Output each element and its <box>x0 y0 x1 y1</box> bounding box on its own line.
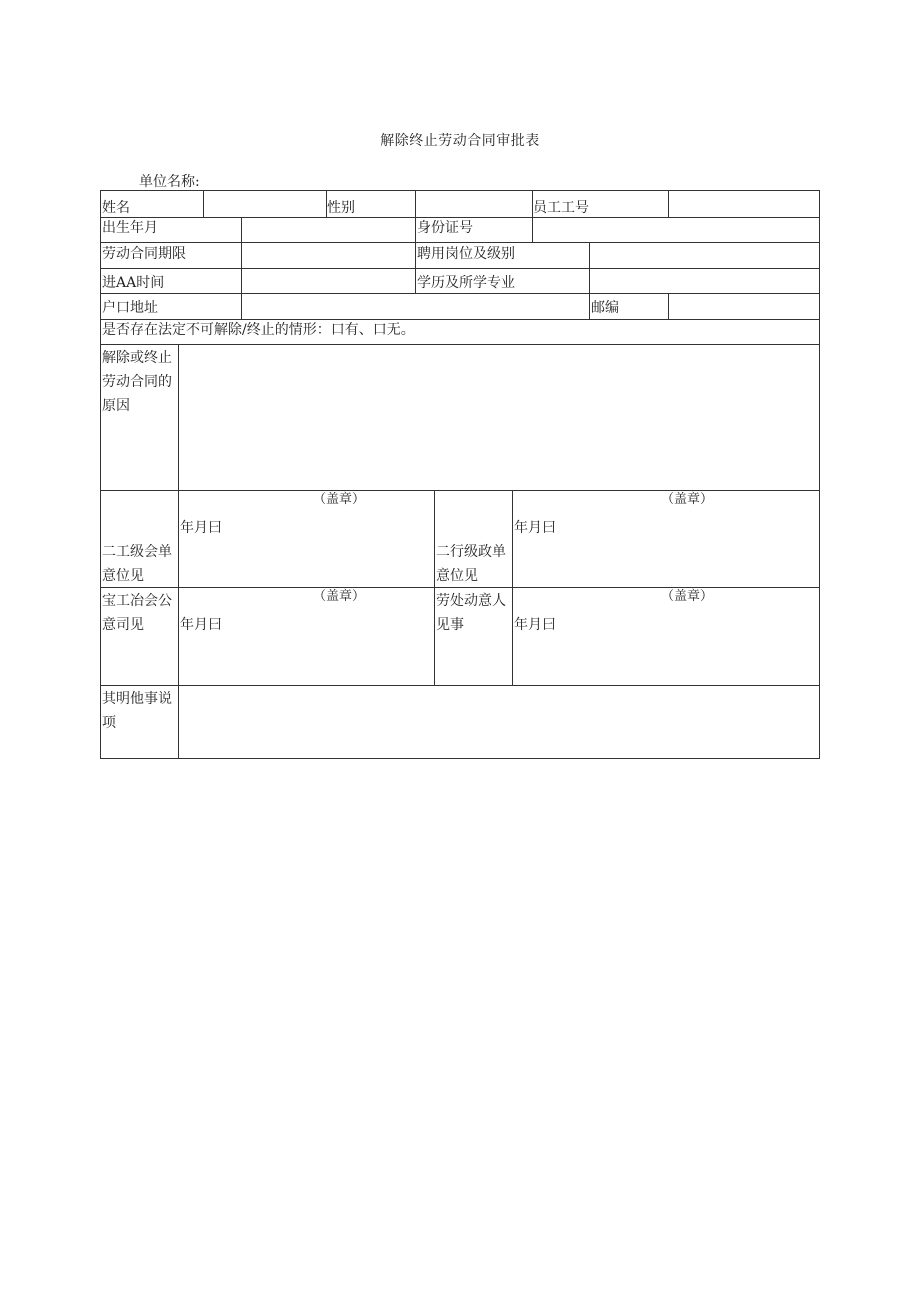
postcode-field[interactable] <box>669 293 819 319</box>
column-divider <box>589 293 590 319</box>
seal-text: （盖章） <box>661 589 714 604</box>
date-text: 年月曰 <box>514 617 556 633</box>
postcode-label: 邮编 <box>591 300 619 316</box>
name-field[interactable] <box>204 191 326 217</box>
join-date-label: 进AA时间 <box>102 275 165 291</box>
column-divider <box>415 217 416 242</box>
education-label: 学历及所学专业 <box>417 275 515 291</box>
join-date-field[interactable] <box>242 268 415 293</box>
form-title: 解除终止劳动合同审批表 <box>380 133 540 149</box>
education-field[interactable] <box>590 268 819 293</box>
labor-dept-opinion-field[interactable] <box>513 588 819 685</box>
other-notes-field[interactable] <box>179 686 819 758</box>
employee-no-field[interactable] <box>669 191 819 217</box>
employee-no-label: 员工工号 <box>533 200 589 216</box>
date-text: 年月曰 <box>180 617 222 633</box>
position-label: 聘用岗位及级别 <box>417 246 515 262</box>
statutory-question: 是否存在法定不可解除/终止的情形：口有、口无。 <box>102 322 415 338</box>
gender-field[interactable] <box>416 191 532 217</box>
column-divider <box>415 242 416 293</box>
admin-unit-opinion-field[interactable] <box>513 491 819 587</box>
seal-text: （盖章） <box>313 589 366 604</box>
id-number-field[interactable] <box>533 217 819 242</box>
gender-label: 性别 <box>327 200 355 216</box>
reason-label: 解除或终止劳动合同的原因 <box>102 350 172 414</box>
secondary-unit-opinion-label: 二工级会单意位见 <box>102 544 172 584</box>
address-field[interactable] <box>242 293 589 319</box>
admin-unit-opinion-label: 二行级政单意位见 <box>436 544 506 584</box>
date-text: 年月曰 <box>514 520 556 536</box>
seal-text: （盖章） <box>313 492 366 507</box>
name-label: 姓名 <box>102 200 130 216</box>
position-field[interactable] <box>590 242 819 268</box>
approval-form-table <box>100 190 820 759</box>
contract-term-field[interactable] <box>242 242 415 268</box>
unit-name-label: 单位名称: <box>139 174 200 190</box>
labor-dept-opinion-label: 劳处动意人见事 <box>436 593 506 633</box>
birth-date-label: 出生年月 <box>102 220 158 236</box>
other-notes-label: 其明他事说项 <box>102 691 172 731</box>
column-divider <box>434 490 435 685</box>
seal-text: （盖章） <box>661 492 714 507</box>
address-label: 户口地址 <box>102 300 158 316</box>
contract-term-label: 劳动合同期限 <box>102 246 186 262</box>
reason-field[interactable] <box>179 345 819 490</box>
union-opinion-label: 宝工冶会公意司见 <box>102 593 172 633</box>
date-text: 年月曰 <box>180 520 222 536</box>
secondary-unit-opinion-field[interactable] <box>179 491 434 587</box>
id-number-label: 身份证号 <box>417 220 473 236</box>
union-opinion-field[interactable] <box>179 588 434 685</box>
birth-date-field[interactable] <box>242 217 415 242</box>
